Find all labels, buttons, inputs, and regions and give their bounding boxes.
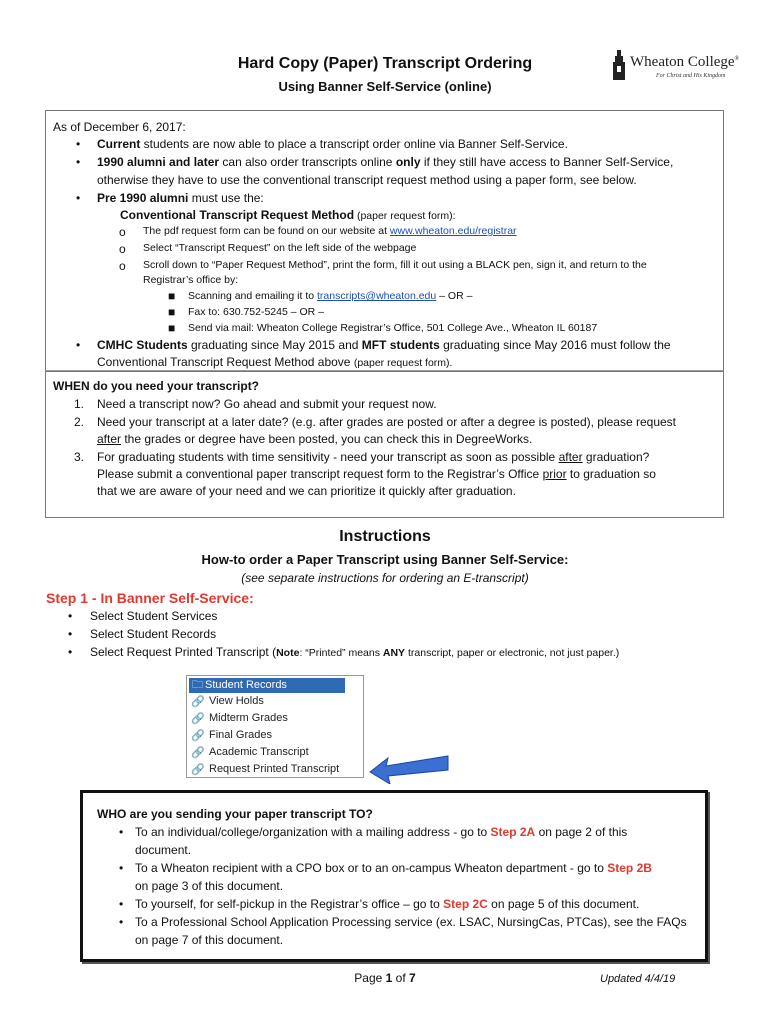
menu-item-final-grades[interactable]: 🔗 Final Grades [191,729,272,742]
item-number: 2. [74,415,85,429]
menu-item-view-holds[interactable]: 🔗 View Holds [191,695,264,708]
link-icon: 🔗 [191,730,205,742]
link-icon: 🔗 [191,696,205,708]
who-item-d-line2: on page 7 of this document. [135,933,284,947]
logo-motto: For Christ and His Kingdom [656,73,726,79]
folder-icon: 🗀 [192,679,203,691]
item-number: 1. [74,397,85,411]
who-heading: WHO are you sending your paper transcript TO? [97,807,373,821]
menu-item-academic-transcript[interactable]: 🔗 Academic Transcript [191,746,309,759]
updated-date: Updated 4/4/19 [600,973,676,985]
howto-heading: How-to order a Paper Transcript using Banner Self-Service: [201,552,569,567]
instructions-heading: Instructions [339,528,431,545]
alumni-1990-item: 1990 alumni and later can also order transcripts online only if they still have access to Banner Self-Service, [97,155,674,169]
when-item-3-line2: Please submit a conventional paper transcript request form to the Registrar’s Office prior to graduation so [97,467,656,481]
when-item-2: Need your transcript at a later date? (e.g. after grades are posted or after a degree is posted), please request [97,415,676,429]
link-icon: 🔗 [191,713,205,725]
who-item-a-line2: document. [135,843,192,857]
alumni-1990-line2: otherwise they have to use the conventional transcript request method using a paper form, see below. [97,173,637,187]
registrar-link[interactable]: www.wheaton.edu/registrar [389,225,517,237]
link-icon: 🔗 [191,764,205,776]
item-number: 3. [74,450,85,464]
e-transcript-note: (see separate instructions for ordering an E-transcript) [241,571,529,585]
conventional-method: Conventional Transcript Request Method (paper request form): [120,208,456,222]
who-item-a: To an individual/college/organization with a mailing address - go to Step 2A on page 2 of this [135,825,628,839]
cmhc-mft-line2: Conventional Transcript Request Method above (paper request form). [97,355,453,369]
cmhc-mft-item: CMHC Students graduating since May 2015 and MFT students graduating since May 2016 must follow the [97,338,671,352]
fax-item: Fax to: 630.752-5245 – OR – [188,306,325,318]
step1-item-3: Select Request Printed Transcript (Note: “Printed” means ANY transcript, paper or electronic, not just paper.) [90,645,620,659]
when-box [45,370,724,518]
step1-item-2: Select Student Records [90,627,217,641]
wheaton-college-logo [612,48,740,88]
logo-name: Wheaton College [630,54,735,70]
who-box: WHO are you sending your paper transcript TO? • To an individual/college/organization with a mailing address - go to Step 2A on page 2 of this document. • To a Wheaton recipient with a CPO box or to an on-campus Wheaton department - go to Step 2B on page 3 of this document. • To yourself, for self-pickup in the Registrar’s office – go to Step 2C on page 5 of this document. • To a Professional School Application Processing service (ex. LSAC, NursingCas, PTCas), see the FAQs on page 7 of this document. [80,790,708,962]
menu-item-midterm-grades[interactable]: 🔗 Midterm Grades [191,712,288,725]
who-item-c: To yourself, for self-pickup in the Registrar’s office – go to Step 2C on page 5 of this document. [135,897,640,911]
pdf-form-item: The pdf request form can be found on our website at www.wheaton.edu/registrar [143,225,517,237]
who-item-b-line2: on page 3 of this document. [135,879,284,893]
scroll-down-item: Scroll down to “Paper Request Method”, print the form, fill it out using a BLACK pen, sign it, and return to the [143,259,647,271]
mail-item: Send via mail: Wheaton College Registrar’s Office, 501 College Ave., Wheaton IL 60187 [188,322,598,334]
student-records-header[interactable]: 🗀 Student Records [189,678,345,693]
as-of-date: As of December 6, 2017: [53,120,186,134]
logo-tm: ® [734,56,740,62]
page-number: Page 1 of 7 [354,971,416,985]
current-students-item: Current students are now able to place a transcript order online via Banner Self-Service. [97,137,568,151]
notice-box: As of December 6, 2017: • Current students are now able to place a transcript order online via Banner Self-Service. • 1990 alumni and later can also order transcripts online only if they still have access to Banner Self-Service, otherwise they have to use the conventional transcript request method using a paper form, see below. • Pre 1990 alumni must use the: Conventional Transcript Request Method (paper request form): o The pdf request form can be found on our website at www.wheaton.edu/registrar o Select “Transcript Request” on the left side of the webpage o Scroll down to “Paper Request Method”, print the form, fill it out using a BLACK pen, sign it, and return to the Registrar’s office by: ■ Scanning and emailing it to transcripts@wheaton.edu – OR – ■ Fax to: 630.752-5245 – OR – ■ Send via mail: Wheaton College Registrar’s Office, 501 College Ave., Wheaton IL 60187 • CMHC Students graduating since May 2015 and MFT students graduating since May 2016 must follow the Conventional Transcript Request Method above (paper request form). [45,110,724,372]
when-item-2-line2: after the grades or degree have been posted, you can check this in DegreeWorks. [97,432,533,446]
page-title: Hard Copy (Paper) Transcript Ordering [237,55,533,72]
when-item-3-line3: that we are aware of your need and we can prioritize it quickly after graduation. [97,484,516,498]
link-icon: 🔗 [191,747,205,759]
page-subtitle: Using Banner Self-Service (online) [278,79,492,94]
scan-email-item: Scanning and emailing it to transcripts@wheaton.edu – OR – [188,290,473,302]
scroll-down-line2: Registrar’s office by: [143,274,239,286]
step1-item-1: Select Student Services [90,609,218,623]
who-item-b: To a Wheaton recipient with a CPO box or to an on-campus Wheaton department - go to Step 2B [135,861,652,875]
transcripts-email-link[interactable]: transcripts@wheaton.edu [317,290,437,302]
step1-heading: Step 1 - In Banner Self-Service: [46,590,254,606]
pointer-arrow-icon [368,748,452,784]
who-item-d: To a Professional School Application Processing service (ex. LSAC, NursingCas, PTCas), see the FAQs [135,915,687,929]
student-records-menu [186,675,364,778]
pre-1990-item: Pre 1990 alumni must use the: [97,191,264,205]
menu-item-request-printed-transcript[interactable]: 🔗 Request Printed Transcript [191,763,340,776]
when-heading: WHEN do you need your transcript? [53,379,260,393]
when-item-3: For graduating students with time sensitivity - need your transcript as soon as possible after graduation? [97,450,650,464]
tower-icon [612,50,626,80]
select-transcript-item: Select “Transcript Request” on the left side of the webpage [143,242,417,254]
when-item-1: Need a transcript now? Go ahead and submit your request now. [97,397,437,411]
